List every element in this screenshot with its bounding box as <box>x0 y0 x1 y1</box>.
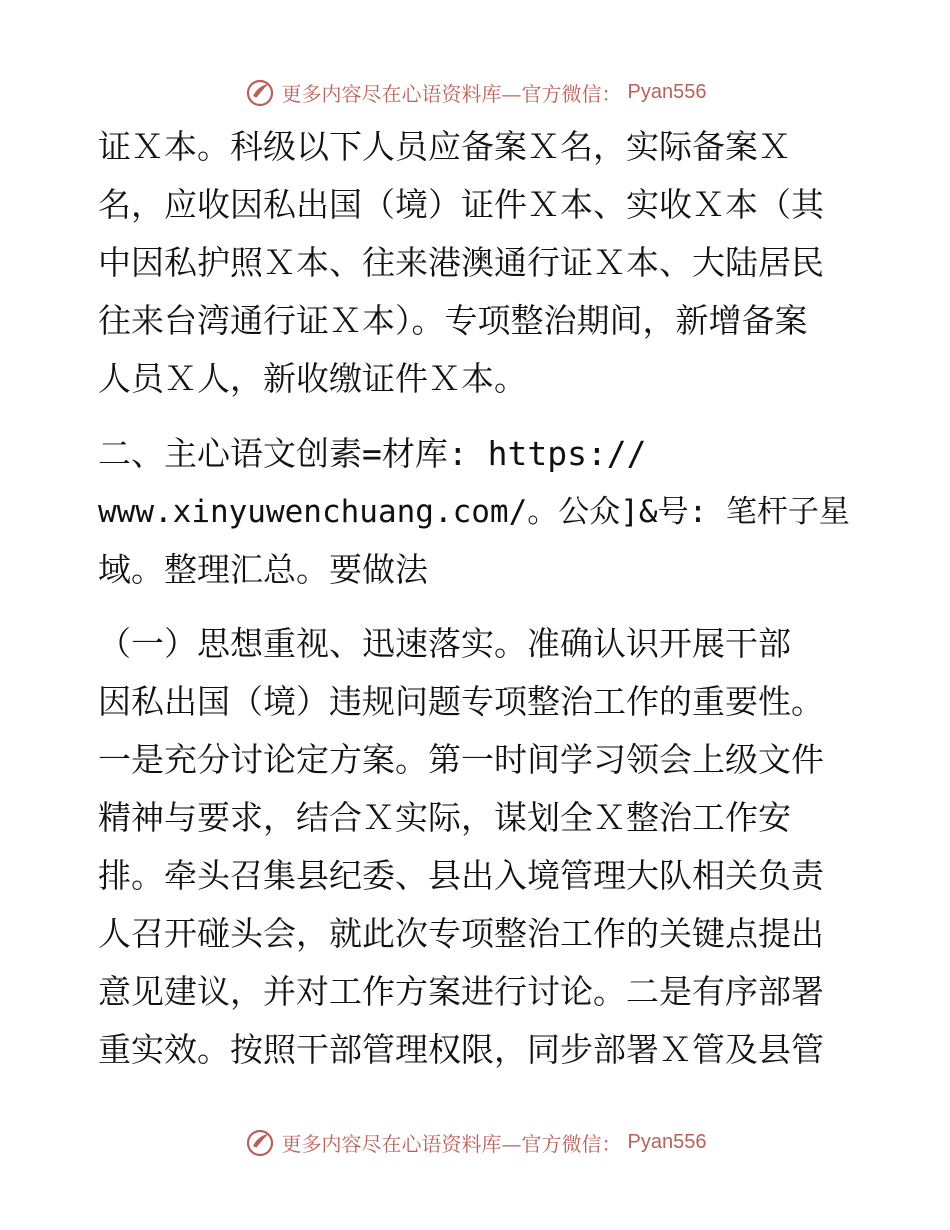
header-watermark-banner <box>0 72 950 112</box>
section-heading-line: www.xinyuwenchuang.com/。公众]&号: 笔杆子星 <box>98 494 850 530</box>
body-line: 意见建议，并对工作方案进行讨论。二是有序部署 <box>98 972 824 1011</box>
footer-banner-account: Pyan556 <box>627 1130 707 1153</box>
header-banner-text: 更多内容尽在心语资料库—官方微信： <box>281 81 622 106</box>
section-heading-line: 域。整理汇总。要做法 <box>98 550 428 589</box>
footer-watermark-banner <box>0 1122 950 1162</box>
body-line: 因私出国（境）违规问题专项整治工作的重要性。 <box>98 682 824 721</box>
body-line: 人召开碰头会，就此次专项整治工作的关键点提出 <box>98 914 824 953</box>
brand-logo-icon <box>244 1126 276 1158</box>
body-line: 中因私护照Ｘ本、往来港澳通行证Ｘ本、大陆居民 <box>98 243 824 282</box>
footer-banner-text: 更多内容尽在心语资料库—官方微信： <box>281 1131 622 1156</box>
body-line: 一是充分讨论定方案。第一时间学习领会上级文件 <box>98 740 824 779</box>
brand-logo-icon <box>244 76 276 108</box>
header-banner-account: Pyan556 <box>627 80 707 103</box>
body-line: 名，应收因私出国（境）证件Ｘ本、实收Ｘ本（其 <box>98 185 824 224</box>
body-line: 往来台湾通行证Ｘ本）。专项整治期间，新增备案 <box>98 301 808 340</box>
body-line: 重实效。按照干部管理权限，同步部署Ｘ管及县管 <box>98 1030 824 1069</box>
body-line: 证Ｘ本。科级以下人员应备案Ｘ名，实际备案Ｘ <box>98 127 791 166</box>
body-line: （一）思想重视、迅速落实。准确认识开展干部 <box>98 624 791 663</box>
body-line: 精神与要求，结合Ｘ实际，谋划全Ｘ整治工作安 <box>98 798 791 837</box>
body-line: 排。牵头召集县纪委、县出入境管理大队相关负责 <box>98 856 824 895</box>
body-line: 人员Ｘ人，新收缴证件Ｘ本。 <box>98 359 527 398</box>
section-heading-line: 二、主心语文创素=材库: https:// <box>98 434 647 473</box>
